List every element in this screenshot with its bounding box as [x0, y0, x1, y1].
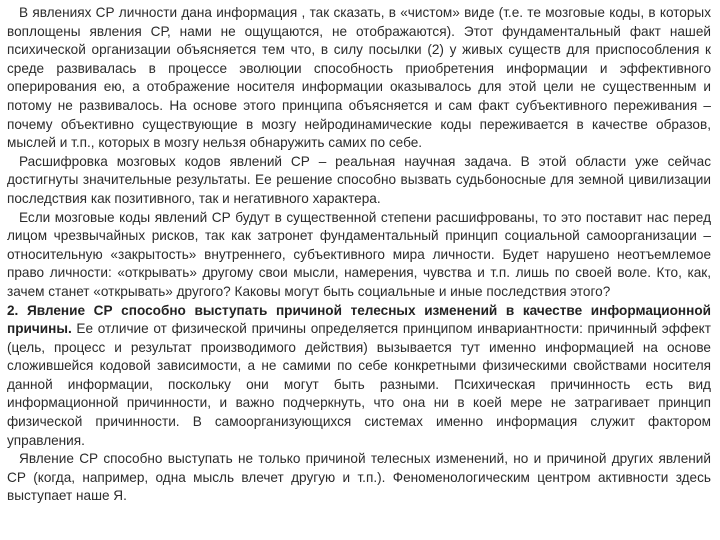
paragraph-4	[7, 302, 711, 451]
paragraph-5: Явление СР способно выступать не только причиной телесных изменений, но и причиной других явлений СР (когда, например, одна мысль влечет другую и т.п.). Феноменологическим центром активности здесь выступает наше Я.	[7, 451, 711, 504]
section-heading: 2. Явление СР способно выступать причиной телесных изменений в качестве информационной причины.	[7, 302, 711, 337]
paragraph-3: Если мозговые коды явлений СР будут в существенной степени расшифрованы, то это поставит нас перед лицом чрезвычайных рисков, так как затронет фундаментальный принцип социальной самоорганизации – относительную «закрытость» внутреннего, субъективного мира личности. Будет нарушено неотъемлемое право личности: «открывать» другому свои мысли, намерения, чувства и т.п. лишь по своей воле. Кто, как, зачем станет «открывать» другого? Каковы могут быть социальные и иные последствия этого?	[7, 209, 711, 299]
paragraph-4-body: Ее отличие от физической причины определяется принципом инвариантности: причинный эффект (цель, процесс и результат производимого действия) вызывается тут именно информацией на основе сложившейся кодовой зависимости, а не самими по себе конкретными физическими свойствами носителя данной информации, поскольку они могут быть разными. Психическая причинность есть вид информационной причинности, и важно подчеркнуть, что она ни в коей мере не затрагивает принцип физической причинности. В самоорганизующихся системах именно информация служит фактором управления.	[7, 321, 711, 448]
paragraph-1: В явлениях СР личности дана информация , так сказать, в «чистом» виде (т.е. те мозговые коды, в которых воплощены явления СР, нами не ощущаются, не отображаются). Этот фундаментальный факт нашей психической организации объясняется тем что, в силу посылки (2) у живых существ для приспособления к среде развивалась в процессе эволюции способность приобретения информации и эффективного оперирования ею, а отображение носителя информации оказывалось для этой цели не существенным и потому не развивалось. На основе этого принципа объясняется и сам факт субъективного переживания – почему объективно существующие в мозгу нейродинамические коды переживается в качестве образов, мыслей и т.п., которых в мозгу нельзя обнаружить самих по себе.	[7, 5, 711, 151]
paragraph-2: Расшифровка мозговых кодов явлений СР – реальная научная задача. В этой области уже сейчас достигнуты значительные результаты. Ее решение способно вызвать судьбоносные для земной цивилизации последствия как позитивного, так и негативного характера.	[7, 153, 711, 206]
